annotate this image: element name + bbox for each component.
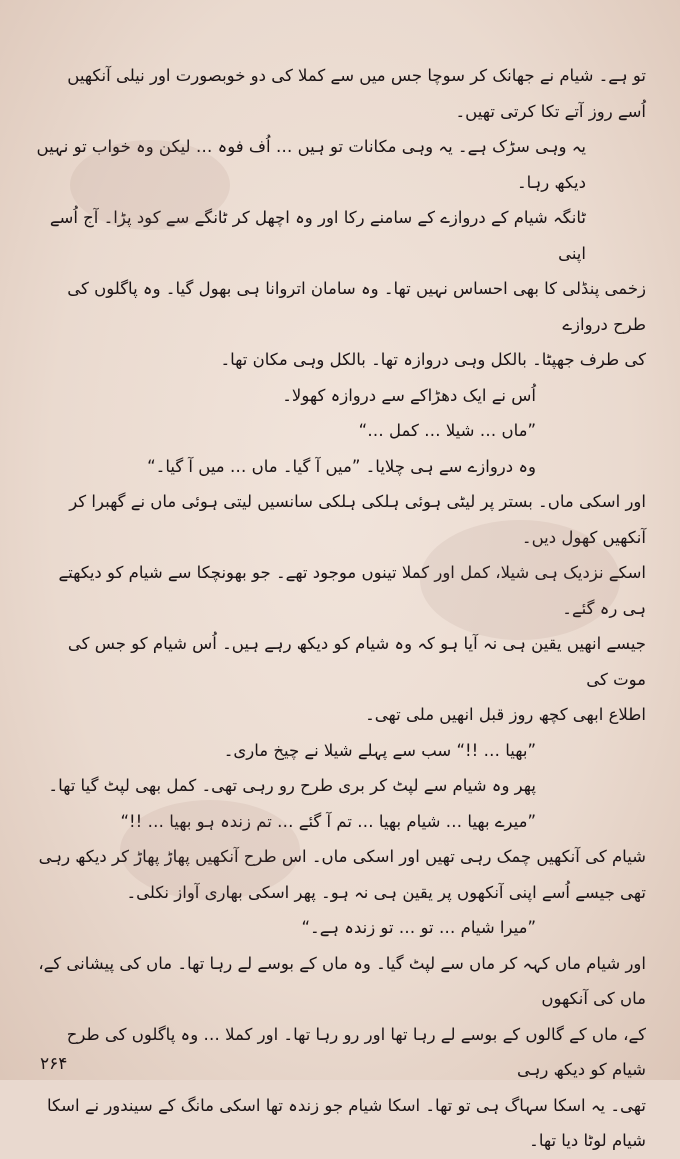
text-line: ”بھیا … !!“ سب سے پہلے شیلا نے چیخ ماری۔ [223, 740, 536, 760]
text-line: ”میرا شیام … تو … تو زندہ ہے۔“ [301, 918, 536, 937]
text-line: اور شیام ماں کہہ کر ماں سے لپٹ گیا۔ وہ ماں کے بوسے لے رہا تھا۔ ماں کی پیشانی کے، ماں کی آنکھوں [38, 953, 646, 1008]
text-line: پھر وہ شیام سے لپٹ کر بری طرح رو رہی تھی۔ کمل بھی لپٹ گیا تھا۔ [48, 776, 536, 795]
page-number: ۲۶۴ [40, 1054, 68, 1074]
text-line: ٹانگہ شیام کے دروازے کے سامنے رکا اور وہ اچھل کر ٹانگے سے کود پڑا۔ آج اُسے اپنی [49, 208, 586, 263]
text-line: زخمی پنڈلی کا بھی احساس نہیں تھا۔ وہ سامان اتروانا ہی بھول گیا۔ وہ پاگلوں کی طرح دروازے [67, 279, 646, 334]
paper-stain [70, 140, 230, 230]
text-line: اُس نے ایک دھڑاکے سے دروازہ کھولا۔ [282, 385, 536, 405]
paper-stain [420, 520, 620, 640]
text-line: ”ماں … شیلا … کمل …“ [358, 421, 536, 440]
text-line: تو ہے۔ شیام نے جھانک کر سوچا جس میں سے کملا کی دو خوبصورت اور نیلی آنکھیں اُسے روز آتے تکا کرتی تھیں۔ [67, 66, 646, 121]
text-line: تھی جیسے اُسے اپنی آنکھوں پر یقین ہی نہ ہو۔ پھر اسکی بھاری آواز نکلی۔ [126, 882, 646, 902]
text-line: وہ دروازے سے ہی چلایا۔ ”میں آ گیا۔ ماں … میں آ گیا۔“ [147, 456, 536, 476]
text-line: ”میرے بھیا … شیام بھیا … تم آ گئے … تم زندہ ہو بھیا … !!“ [120, 811, 536, 831]
text-line: جیسے انھیں یقین ہی نہ آیا ہو کہ وہ شیام کو دیکھ رہے ہیں۔ اُس شیام کو جس کی موت کی [67, 634, 646, 689]
text-line: یہ وہی سڑک ہے۔ یہ وہی مکانات تو ہیں … اُف فوہ … لیکن وہ خواب تو نہیں دیکھ رہا۔ [36, 137, 586, 192]
text-line: اور اسکی ماں۔ بستر پر لیٹی ہوئی ہلکی ہلکی سانسیں لیتی ہوئی ماں نے گھبرا کر آنکھیں کھول دیں۔ [69, 492, 646, 547]
text-line: شیام کی آنکھیں چمک رہی تھیں اور اسکی ماں۔ اس طرح آنکھیں پھاڑ پھاڑ کر دیکھ رہی [38, 847, 646, 866]
text-line: اطلاع ابھی کچھ روز قبل انھیں ملی تھی۔ [365, 705, 646, 724]
text-line: کے، ماں کے گالوں کے بوسے لے رہا تھا اور رو رہا تھا۔ اور کملا … وہ پاگلوں کی طرح شیام کو دیکھ رہی [66, 1024, 646, 1079]
text-line: اسکے نزدیک ہی شیلا، کمل اور کملا تینوں موجود تھے۔ جو بھونچکا سے شیام کو دیکھتے ہی رہ گئے۔ [58, 563, 646, 618]
text-line: تھی۔ یہ اسکا سہاگ ہی تو تھا۔ اسکا شیام جو زندہ تھا اسکی مانگ کے سیندور نے اسکا شیام لوٹا دیا تھا۔ [47, 1095, 646, 1150]
paper-stain [120, 800, 300, 900]
text-line: کی طرف جھپٹا۔ بالکل وہی دروازہ تھا۔ بالکل وہی مکان تھا۔ [220, 350, 646, 369]
